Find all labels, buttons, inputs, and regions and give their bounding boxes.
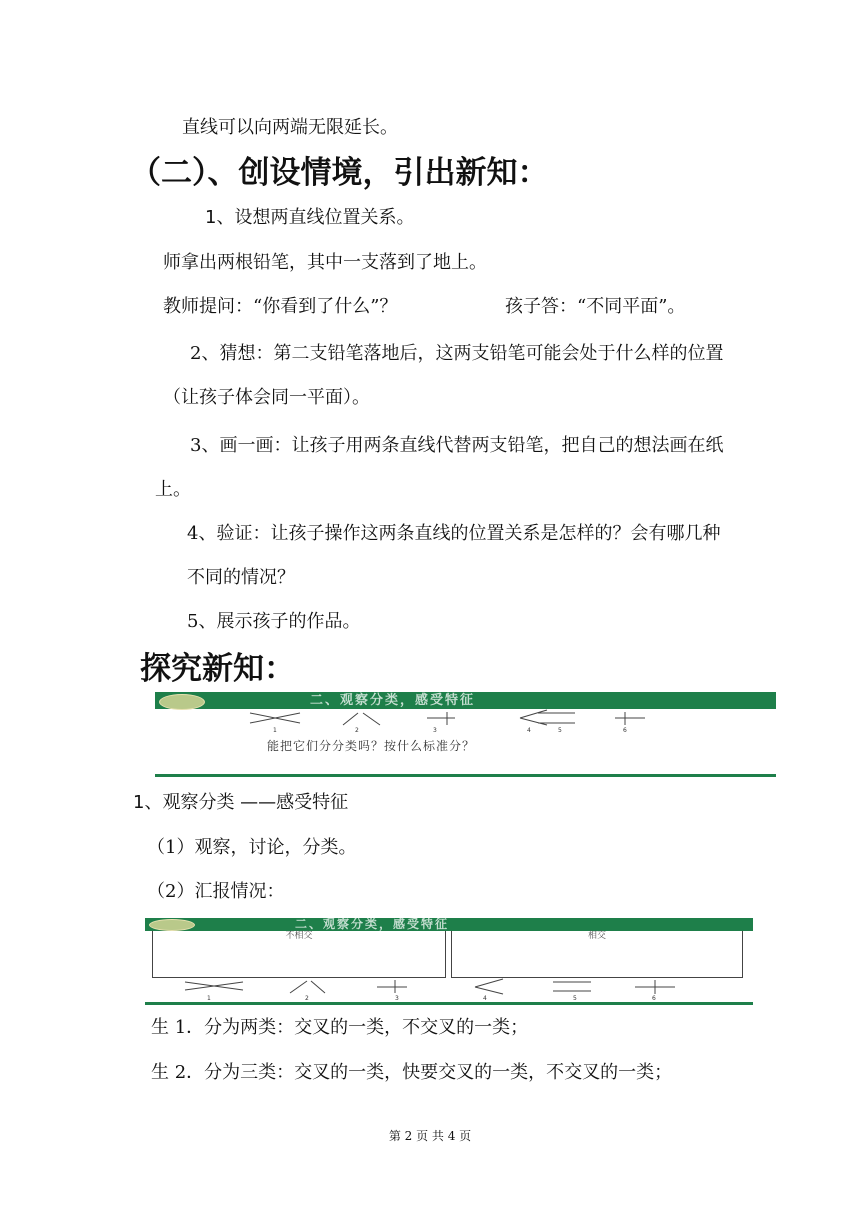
section-heading: （二）、创设情境，引出新知： [130,155,549,191]
figure-number: 1 [207,995,211,1002]
paragraph-line: 直线可以向两端无限延长。 [182,117,398,138]
paragraph-line: 1、观察分类 ——感受特征 [133,792,349,813]
paragraph-line: 教师提问：“你看到了什么”？ [163,296,398,317]
paragraph-line: 4、验证：让孩子操作这两条直线的位置关系是怎样的？会有哪几种 [187,523,721,544]
slide-image-classify [155,692,776,777]
figure-2-line-a [343,713,358,725]
figure-2-line-b [363,713,380,725]
slide-bottom-bar [155,774,776,777]
paragraph-line: 1、设想两直线位置关系。 [205,207,415,228]
paragraph-line: 生 1．分为两类：交叉的一类，不交叉的一类； [151,1017,529,1038]
slide-question: 能把它们分分类吗？按什么标准分？ [267,739,476,753]
line-figures [155,692,776,777]
paragraph-line: 师拿出两根铅笔，其中一支落到了地上。 [163,252,487,273]
paragraph-line: 3、画一画：让孩子用两条直线代替两支铅笔，把自己的想法画在纸 [190,435,724,456]
figure-number: 3 [433,727,437,734]
figure-number: 4 [527,727,531,734]
figure-number: 4 [483,995,487,1002]
figure-2-line-b [311,981,325,993]
page-footer: 第 2 页 共 4 页 [388,1129,472,1143]
figure-number: 5 [573,995,577,1002]
figure-4-line-b [520,718,547,725]
box-label: 相交 [587,931,606,941]
figure-number: 5 [558,727,562,734]
paragraph-line: （2）汇报情况： [147,881,285,902]
figure-number: 6 [652,995,656,1002]
figure-number: 6 [623,727,627,734]
paragraph-line: 不同的情况？ [187,567,295,588]
slide-banner-title: 二、观察分类，感受特征 [295,918,450,931]
figure-number: 1 [273,727,277,734]
figure-4-line-a [475,979,503,987]
paragraph-line: 生 2．分为三类：交叉的一类，快要交叉的一类，不交叉的一类； [151,1062,673,1083]
figure-number: 2 [305,995,309,1002]
figure-4-line-b [475,987,503,994]
slide-image-report [145,918,753,1005]
line-figures [145,918,753,1005]
box-label: 不相交 [285,931,313,941]
slide-bottom-bar [145,1002,753,1005]
paragraph-line: （1）观察，讨论，分类。 [147,837,357,858]
section-heading: 探究新知： [140,651,295,687]
paragraph-line: 5、展示孩子的作品。 [187,611,361,632]
figure-2-line-a [290,981,307,993]
paragraph-line: 上。 [155,479,191,500]
paragraph-line: （让孩子体会同一平面）。 [163,387,370,408]
figure-number: 3 [395,995,399,1002]
figure-number: 2 [355,727,359,734]
paragraph-line: 2、猜想：第二支铅笔落地后，这两支铅笔可能会处于什么样的位置 [190,343,724,364]
paragraph-line: 孩子答：“不同平面”。 [505,296,686,317]
figure-4-line-a [520,710,547,718]
slide-banner-title: 二、观察分类，感受特征 [310,693,476,708]
